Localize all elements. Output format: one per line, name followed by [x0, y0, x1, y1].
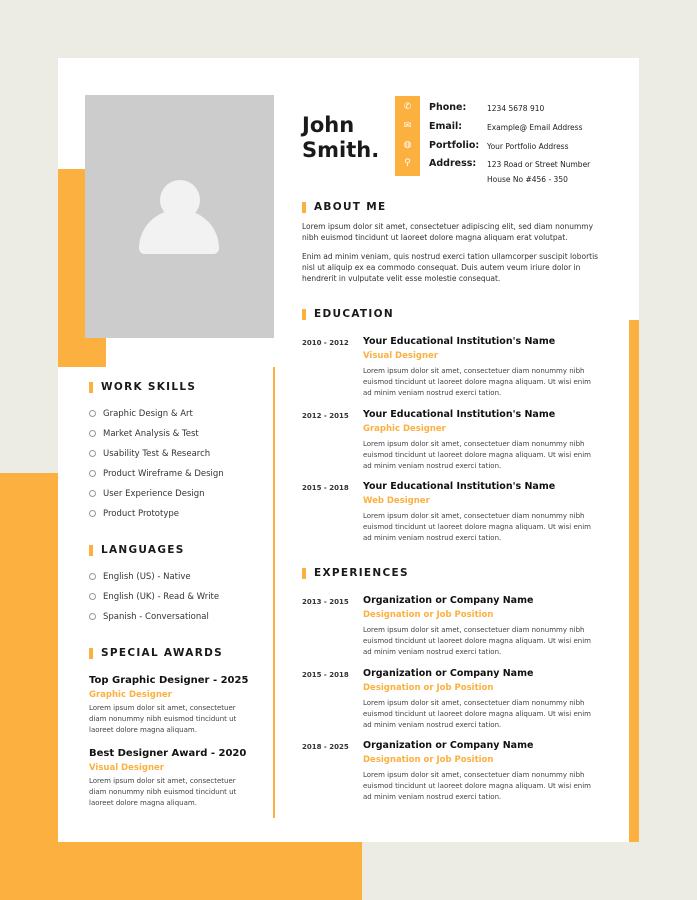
skill-label: Product Wireframe & Design: [103, 469, 224, 479]
candidate-name: [302, 113, 379, 163]
entry-role: Designation or Job Position: [363, 755, 494, 765]
accent-block-bottom: [0, 842, 362, 900]
entry-date: 2010 - 2012: [302, 339, 349, 347]
language-item: [89, 592, 219, 602]
bullet-icon: [89, 573, 96, 580]
skill-item: [89, 509, 179, 519]
entry-title: Your Educational Institution's Name: [363, 481, 556, 492]
award-item: [89, 748, 249, 809]
entry-title: Organization or Company Name: [363, 595, 534, 606]
skill-label: Product Prototype: [103, 509, 179, 519]
skill-item: [89, 409, 193, 419]
accent-block-left: [0, 473, 58, 900]
email-value: Example@ Email Address: [487, 123, 583, 132]
entry-description: Lorem ipsum dolor sit amet, consectetuer diam nonummy nibh euismod tincidunt ut laoreet dolore magna aliquam. Ut wisi enim ad minim veniam nostrud exerci tation.: [363, 367, 591, 397]
entry-role: Graphic Designer: [363, 423, 446, 434]
entry-date: 2013 - 2015: [302, 598, 349, 606]
entry-description: Lorem ipsum dolor sit amet, consectetuer diam nonummy nibh euismod tincidunt ut laoreet dolore magna aliquam. Ut wisi enim ad minim veniam nostrud exerci tation.: [363, 698, 591, 729]
award-description: Lorem ipsum dolor sit amet, consectetuer diam nonummy nibh euismod tincidunt ut laoreet dolore magna aliquam.: [89, 704, 237, 734]
location-pin-icon: ⚲: [404, 158, 411, 168]
skill-item: [89, 449, 210, 459]
contact-icon-bar: [395, 96, 420, 176]
entry-date: 2012 - 2015: [302, 411, 349, 420]
awards-heading: SPECIAL AWARDS: [101, 647, 223, 659]
language-item: [89, 572, 191, 582]
language-label: English (UK) - Read & Write: [103, 592, 220, 602]
address-value-2: House No #456 - 350: [487, 175, 568, 184]
skill-label: User Experience Design: [103, 489, 205, 499]
entry-description: Lorem ipsum dolor sit amet, consectetuer diam nonummy nibh euismod tincidunt ut laoreet dolore magna aliquam. Ut wisi enim ad minim veniam nostrud exerci tation.: [363, 512, 591, 542]
entry-description: Lorem ipsum dolor sit amet, consectetuer diam nonummy nibh euismod tincidunt ut laoreet dolore magna aliquam. Ut wisi enim ad minim veniam nostrud exerci tation.: [363, 439, 591, 470]
about-paragraph-2: Enim ad minim veniam, quis nostrud exerci tation ullamcorper suscipit lobortis nisl ut aliquip ex ea commodo consequat. Duis autem veum iriure dolor in hendrerit in vulputate velit esse molestie consequat.: [302, 252, 599, 283]
bullet-icon: [89, 510, 96, 517]
entry-role: Web Designer: [363, 496, 430, 506]
email-icon: ✉: [403, 121, 412, 131]
accent-bar-right: [629, 320, 639, 842]
entry-role: Designation or Job Position: [363, 610, 494, 620]
education-heading: EDUCATION: [314, 308, 394, 320]
entry-date: 2015 - 2018: [302, 670, 349, 679]
experiences-heading: EXPERIENCES: [314, 567, 409, 579]
award-item: [89, 675, 249, 736]
language-label: English (US) - Native: [103, 572, 191, 582]
phone-label: Phone:: [429, 102, 467, 113]
language-item: [89, 612, 209, 622]
skill-label: Usability Test & Research: [103, 449, 211, 459]
about-heading: ABOUT ME: [314, 201, 387, 213]
bullet-icon: [89, 613, 96, 620]
phone-value: 1234 5678 910: [487, 104, 545, 113]
phone-icon: ✆: [403, 102, 412, 112]
timeline-line: [273, 367, 275, 818]
address-label: Address:: [429, 158, 477, 169]
entry-title: Organization or Company Name: [363, 667, 534, 679]
first-name: John: [302, 113, 355, 137]
bullet-icon: [89, 450, 96, 457]
entry-role: Visual Designer: [363, 351, 438, 361]
last-name: Smith.: [302, 138, 380, 162]
about-paragraph-1: Lorem ipsum dolor sit amet, consectetuer adipiscing elit, sed diam nonummy nibh euismod tincidunt ut laoreet dolore magna aliquam erat volutpat.: [302, 222, 594, 242]
language-label: Spanish - Conversational: [103, 612, 209, 622]
entry-title: Your Educational Institution's Name: [363, 336, 556, 347]
globe-icon: ◍: [403, 140, 412, 150]
email-label: Email:: [429, 121, 463, 132]
portfolio-label: Portfolio:: [429, 140, 480, 151]
skill-item: [89, 469, 224, 479]
award-role: Graphic Designer: [89, 690, 172, 700]
bullet-icon: [89, 430, 96, 437]
bullet-icon: [89, 470, 96, 477]
entry-date: 2015 - 2018: [302, 484, 349, 492]
entry-description: Lorem ipsum dolor sit amet, consectetuer diam nonummy nibh euismod tincidunt ut laoreet dolore magna aliquam. Ut wisi enim ad minim veniam nostrud exerci tation.: [363, 771, 591, 801]
bullet-icon: [89, 410, 96, 417]
bullet-icon: [89, 593, 96, 600]
entry-description: Lorem ipsum dolor sit amet, consectetuer diam nonummy nibh euismod tincidunt ut laoreet dolore magna aliquam. Ut wisi enim ad minim veniam nostrud exerci tation.: [363, 626, 591, 656]
skill-item: [89, 489, 205, 499]
award-role: Visual Designer: [89, 763, 164, 773]
bullet-icon: [89, 490, 96, 497]
skill-label: Market Analysis & Test: [103, 429, 199, 439]
award-title: Best Designer Award - 2020: [89, 748, 247, 759]
entry-role: Designation or Job Position: [363, 682, 494, 693]
entry-date: 2018 - 2025: [302, 743, 349, 751]
entry-title: Your Educational Institution's Name: [363, 408, 556, 420]
skill-label: Graphic Design & Art: [103, 409, 193, 419]
work-skills-heading: WORK SKILLS: [101, 381, 197, 393]
entry-title: Organization or Company Name: [363, 740, 534, 751]
award-description: Lorem ipsum dolor sit amet, consectetuer diam nonummy nibh euismod tincidunt ut laoreet dolore magna aliquam.: [89, 777, 237, 807]
address-value: 123 Road or Street Number: [487, 160, 591, 169]
skill-item: [89, 429, 199, 439]
portfolio-value: Your Portfolio Address: [487, 142, 569, 151]
award-title: Top Graphic Designer - 2025: [89, 675, 249, 686]
languages-heading: LANGUAGES: [101, 544, 185, 556]
